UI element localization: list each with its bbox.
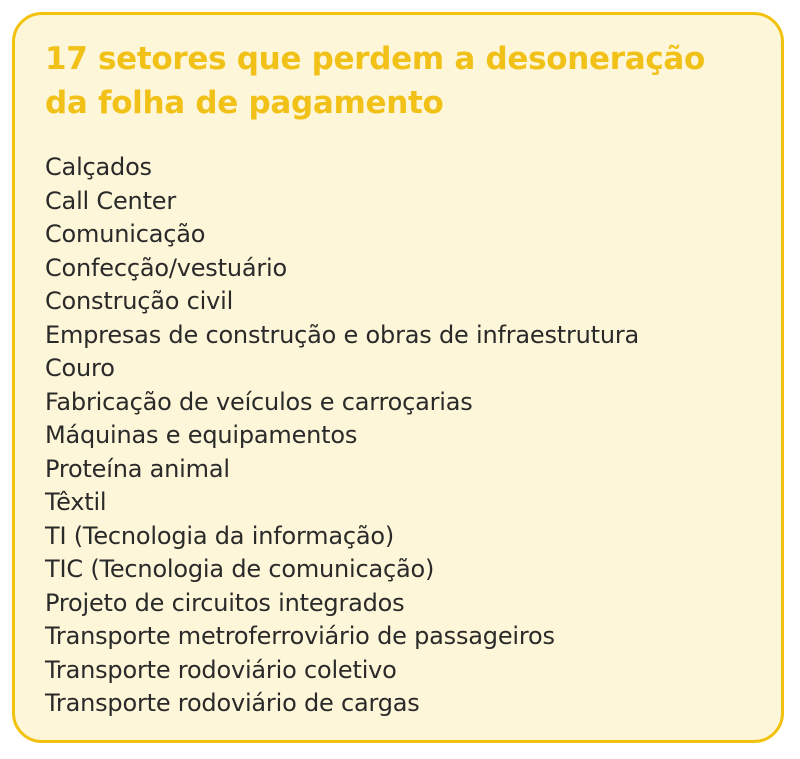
title-line-1: 17 setores que perdem a desoneração xyxy=(45,41,706,77)
card-title xyxy=(45,37,705,125)
sector-item: Call Center xyxy=(45,186,177,215)
sector-item: Transporte rodoviário coletivo xyxy=(45,655,397,684)
sector-item: Couro xyxy=(45,354,115,382)
sector-item: TIC (Tecnologia de comunicação) xyxy=(45,555,435,583)
sector-item: Proteína animal xyxy=(45,454,230,483)
sector-item: Confecção/vestuário xyxy=(45,253,287,282)
sector-item: Construção civil xyxy=(45,287,234,315)
sector-item: Fabricação de veículos e carroçarias xyxy=(45,387,473,416)
sector-item: Projeto de circuitos integrados xyxy=(45,588,405,617)
sector-item: Comunicação xyxy=(45,220,206,248)
sectors-card xyxy=(12,12,784,743)
sector-item: Transporte rodoviário de cargas xyxy=(45,689,420,717)
sector-item: Máquinas e equipamentos xyxy=(45,421,358,449)
sector-item: Têxtil xyxy=(45,488,107,516)
sector-item: Empresas de construção e obras de infraestrutura xyxy=(45,320,640,349)
sector-item: Transporte metroferroviário de passageiros xyxy=(45,622,555,650)
sector-list xyxy=(45,151,639,721)
sector-item: TI (Tecnologia da informação) xyxy=(45,521,395,550)
title-line-2: da folha de pagamento xyxy=(45,85,444,121)
sector-item: Calçados xyxy=(45,153,152,181)
